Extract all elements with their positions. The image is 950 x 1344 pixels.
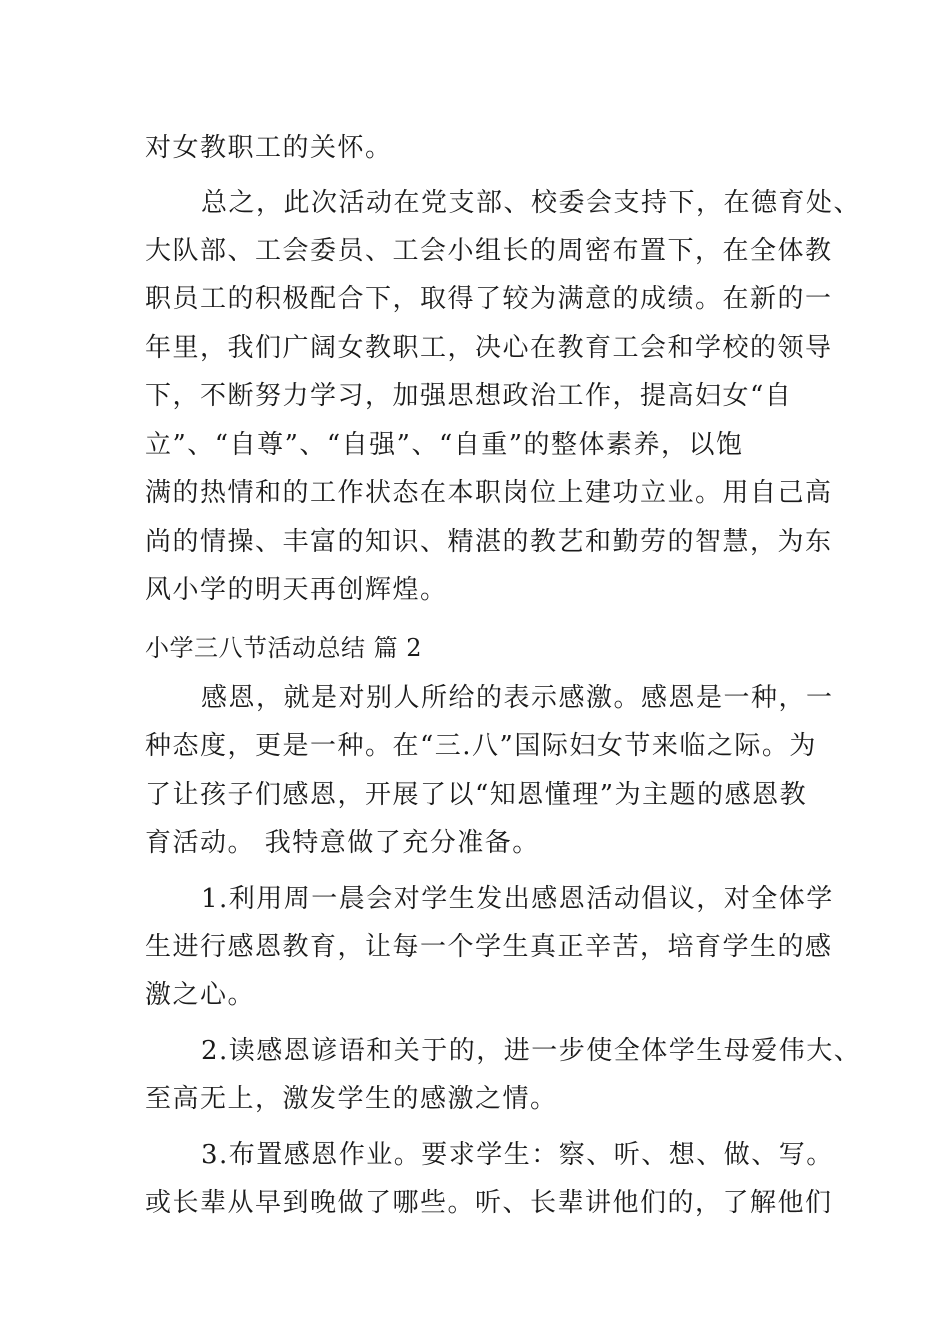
text-line: 2.读感恩谚语和关于的，进一步使全体学生母爱伟大、 (201, 1036, 862, 1066)
text-line: 大队部、工会委员、工会小组长的周密布置下，在全体教 (145, 236, 833, 266)
text-line: 下，不断努力学习，加强思想政治工作，提高妇女“自 (145, 381, 793, 411)
text-line: 职员工的积极配合下，取得了较为满意的成绩。在新的一 (145, 284, 833, 314)
text-line: 种态度，更是一种。在“三.八”国际妇女节来临之际。为 (145, 731, 817, 761)
text-line: 激之心。 (145, 980, 256, 1010)
text-line: 对女教职工的关怀。 (145, 133, 393, 163)
text-line: 至高无上，激发学生的感激之情。 (145, 1084, 558, 1114)
text-line: 总之，此次活动在党支部、校委会支持下，在德育处、 (201, 188, 862, 218)
text-line: 立”、“自尊”、“自强”、“自重”的整体素养，以饱 (145, 430, 744, 460)
section-heading: 小学三八节活动总结 篇 2 (145, 634, 423, 662)
text-line: 1.利用周一晨会对学生发出感恩活动倡议，对全体学 (201, 884, 834, 914)
text-line: 满的热情和的工作状态在本职岗位上建功立业。用自己高 (145, 478, 833, 508)
text-line: 感恩，就是对别人所给的表示感激。感恩是一种，一 (201, 683, 834, 713)
text-line: 了让孩子们感恩，开展了以“知恩懂理”为主题的感恩教 (145, 780, 808, 810)
text-line: 年里，我们广阔女教职工，决心在教育工会和学校的领导 (145, 333, 833, 363)
text-line: 尚的情操、丰富的知识、精湛的教艺和勤劳的智慧，为东 (145, 527, 833, 557)
text-line: 生进行感恩教育，让每一个学生真正辛苦，培育学生的感 (145, 932, 833, 962)
text-line: 风小学的明天再创辉煌。 (145, 575, 448, 605)
text-line: 育活动。 我特意做了充分准备。 (145, 828, 540, 858)
text-line: 3.布置感恩作业。要求学生：察、听、想、做、写。 (201, 1140, 834, 1170)
text-line: 或长辈从早到晚做了哪些。听、长辈讲他们的，了解他们 (145, 1188, 833, 1218)
